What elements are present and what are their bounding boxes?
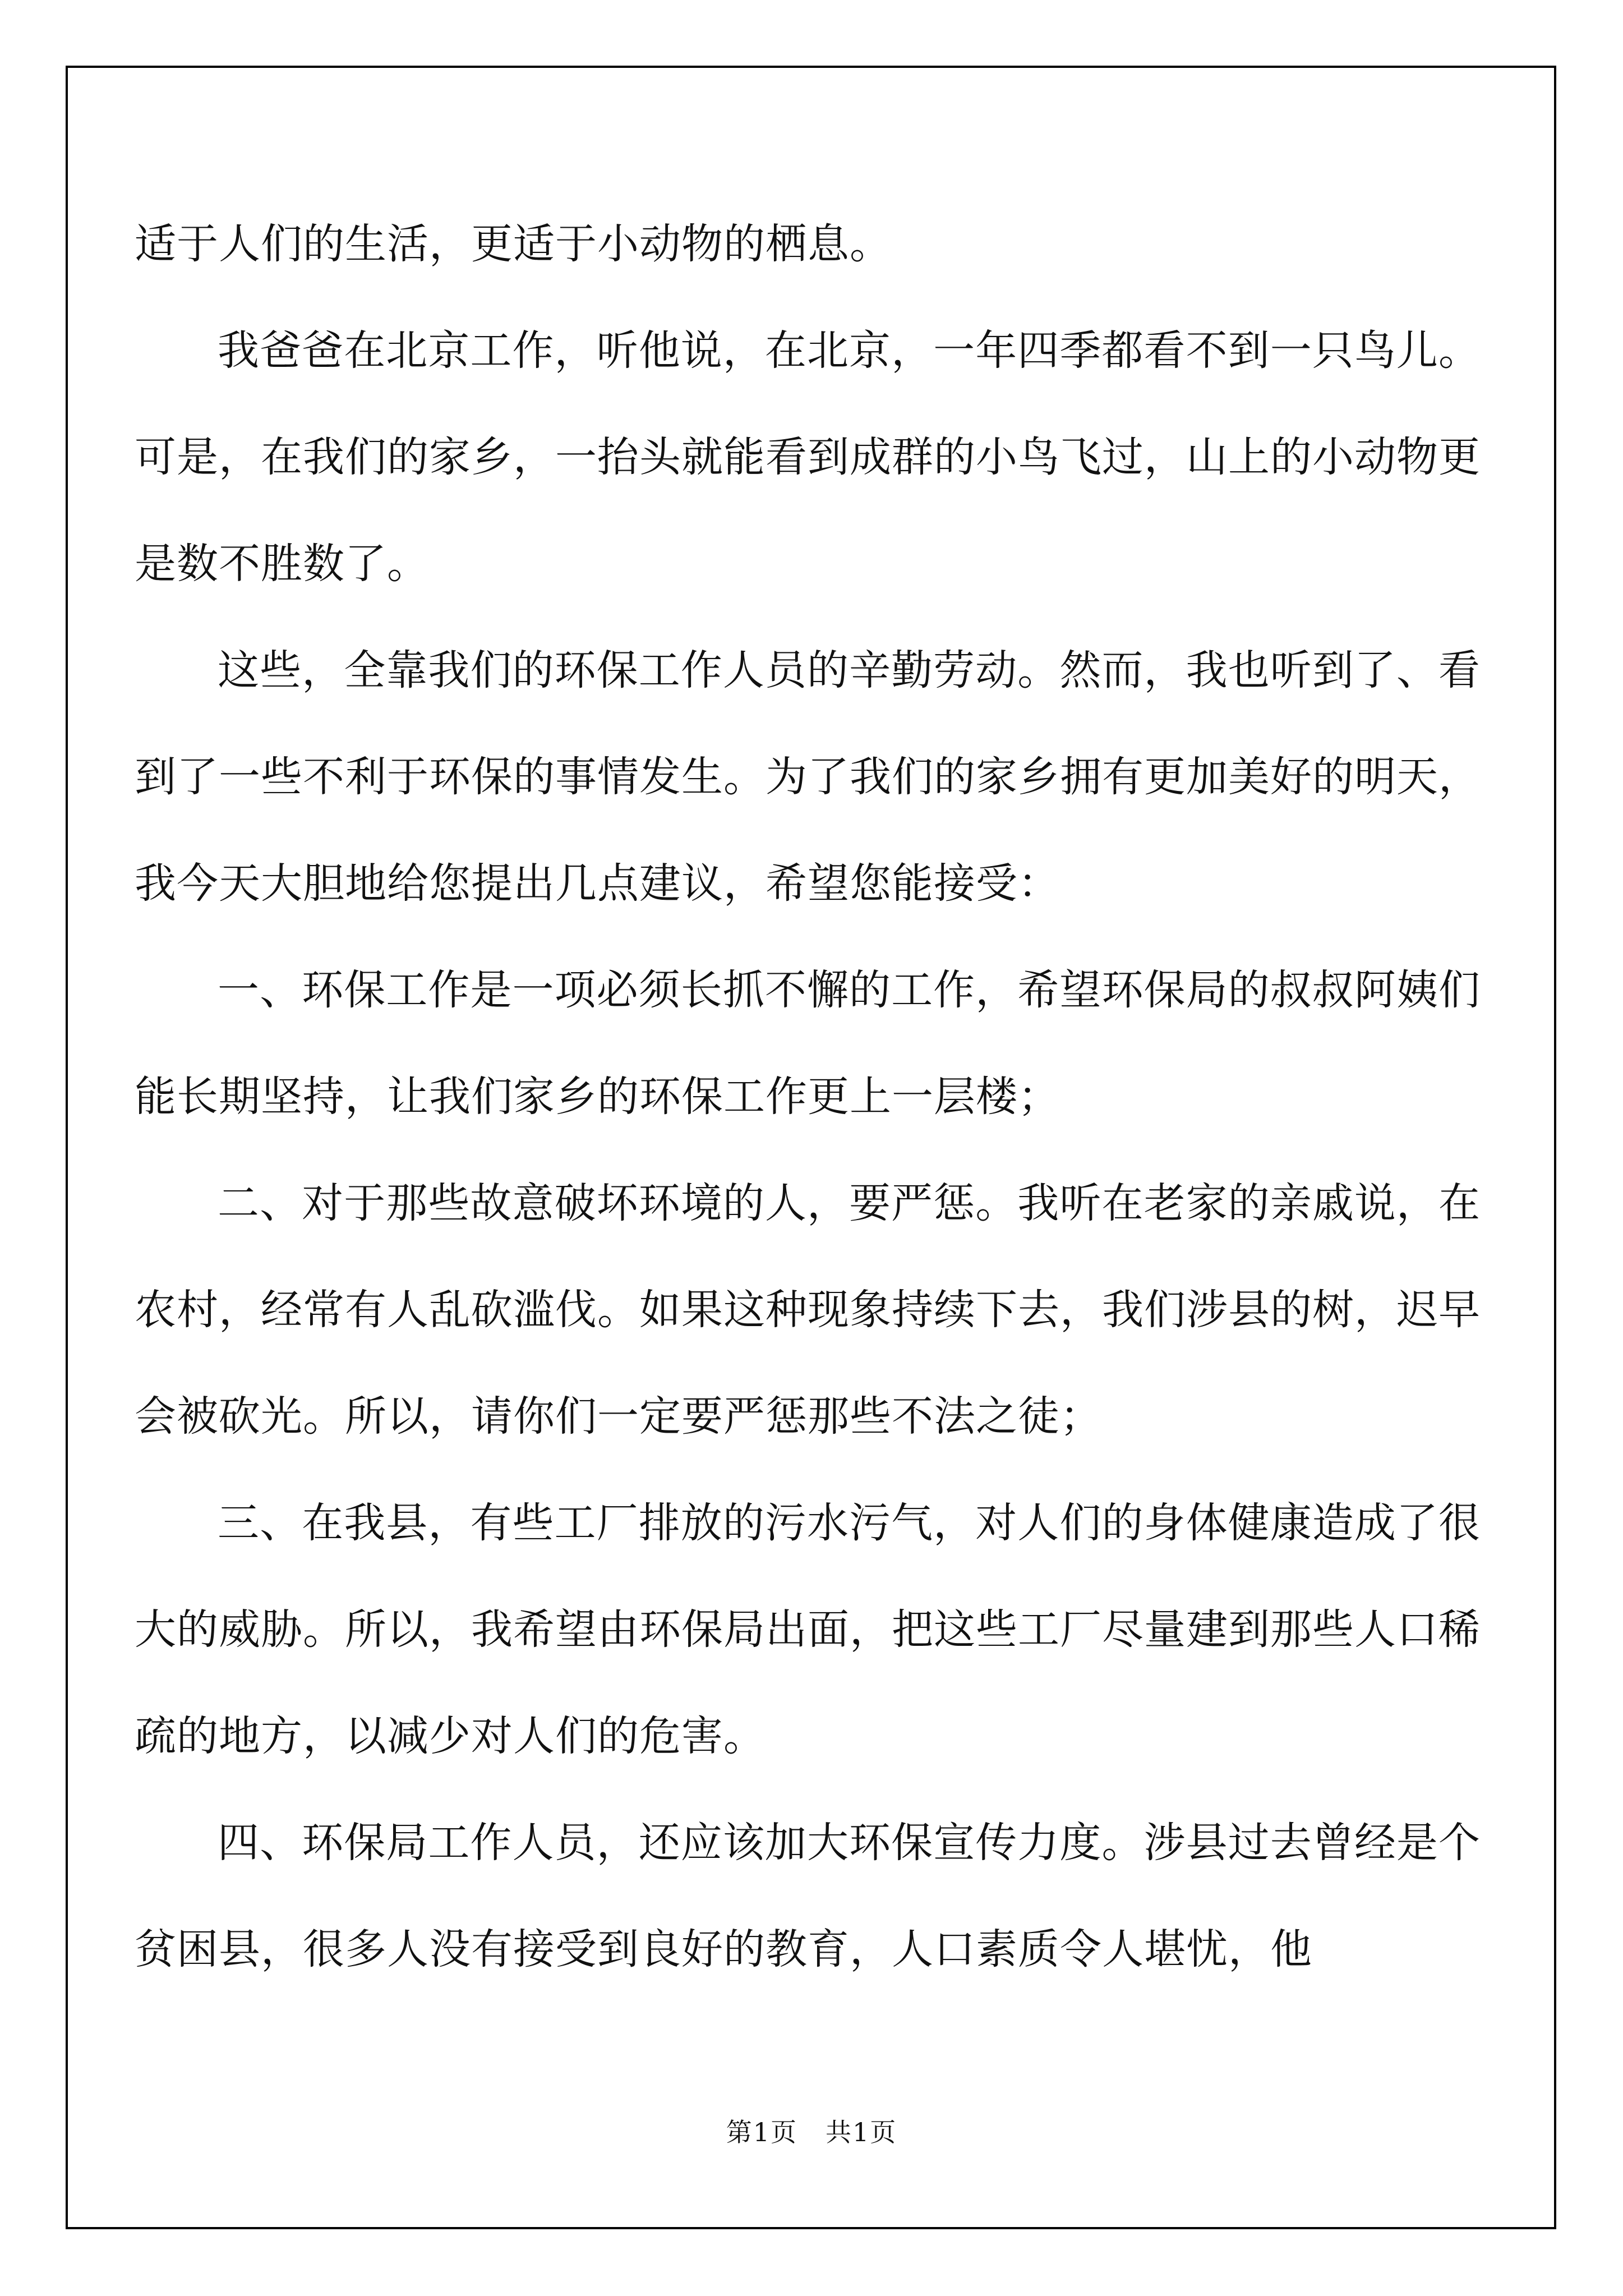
paragraph: 二、对于那些故意破坏环境的人，要严惩。我听在老家的亲戚说，在农村，经常有人乱砍滥伐。如果这种现象持续下去，我们涉县的树，迟早会被砍光。所以，请你们一定要严惩那些不法之徒； [135,1179,1481,1441]
paragraph: 三、在我县，有些工厂排放的污水污气，对人们的身体健康造成了很大的威胁。所以，我希望由环保局出面，把这些工厂尽量建到那些人口稀疏的地方，以减少对人们的危害。 [135,1499,1481,1760]
paragraph: 这些，全靠我们的环保工作人员的辛勤劳动。然而，我也听到了、看到了一些不利于环保的事情发生。为了我们的家乡拥有更加美好的明天，我今天大胆地给您提出几点建议，希望您能接受： [135,646,1481,908]
paragraph: 一、环保工作是一项必须长抓不懈的工作，希望环保局的叔叔阿姨们能长期坚持，让我们家乡的环保工作更上一层楼； [135,966,1481,1121]
page-footer [0,2112,1623,2149]
document-body [135,191,1481,2003]
page-number-total: 共1页 [826,2117,897,2147]
paragraph: 我爸爸在北京工作，听他说，在北京，一年四季都看不到一只鸟儿。可是，在我们的家乡，一抬头就能看到成群的小鸟飞过，山上的小动物更是数不胜数了。 [135,326,1481,588]
page-number-current: 第1页 [726,2117,797,2147]
paragraph: 四、环保局工作人员，还应该加大环保宣传力度。涉县过去曾经是个贫困县，很多人没有接受到良好的教育，人口素质令人堪忧，他 [135,1819,1481,1973]
paragraph-continuation: 适于人们的生活，更适于小动物的栖息。 [135,220,892,268]
